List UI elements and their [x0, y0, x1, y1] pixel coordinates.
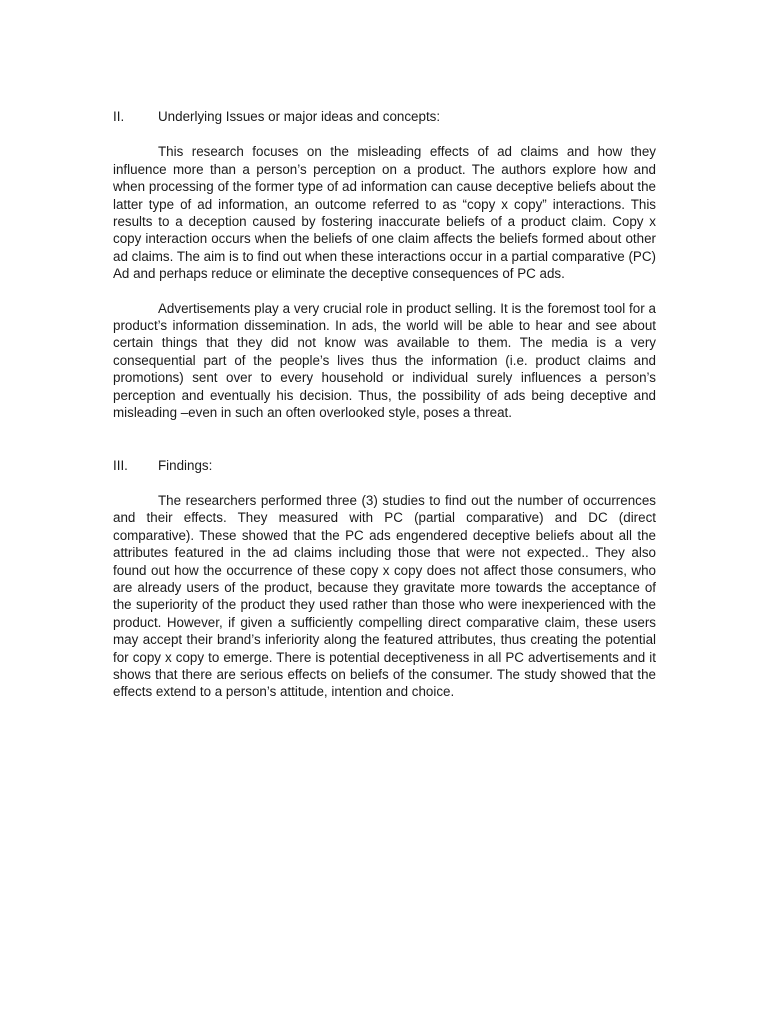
document-body — [113, 108, 656, 701]
section-heading-findings — [113, 457, 656, 474]
section-title: Underlying Issues or major ideas and concepts: — [158, 109, 441, 124]
paragraph-research-focus: This research focuses on the misleading effects of ad claims and how they influence more than a person’s perception on a product. The authors explore how and when processing of the former type of ad information can cause deceptive beliefs about the latter type of ad information, an outcome referred to as “copy x copy” interactions. This results to a deception caused by fostering inaccurate beliefs of a product claim. Copy x copy interaction occurs when the beliefs of one claim affects the beliefs formed about other ad claims. The aim is to find out when these interactions occur in a partial comparative (PC) Ad and perhaps reduce or eliminate the deceptive consequences of PC ads. — [113, 144, 656, 282]
section-heading-underlying-issues — [113, 108, 656, 125]
section-title: Findings: — [158, 457, 213, 473]
paragraph-advertisements-role: Advertisements play a very crucial role in product selling. It is the foremost tool for a product’s information dissemination. In ads, the world will be able to hear and see about certain things that they did not know was available to them. The media is a very consequential part of the people’s lives thus the information (i.e. product claims and promotions) sent over to every household or individual surely influences a person’s perception and eventually his decision. Thus, the possibility of ads being deceptive and misleading –even in such an often overlooked style, poses a threat. — [113, 300, 656, 421]
section-number: II. — [113, 109, 125, 124]
section-number: III. — [113, 457, 128, 473]
paragraph-findings: The researchers performed three (3) studies to find out the number of occurrences and their effects. They measured with PC (partial comparative) and DC (direct comparative). These showed that the PC ads engendered deceptive beliefs about all the attributes featured in the ad claims including those that were not expected.. They also found out how the occurrence of these copy x copy does not affect those consumers, who are already users of the product, because they gravitate more towards the acceptance of the superiority of the product they used rather than those who were inexperienced with the product. However, if given a sufficiently compelling direct comparative claim, these users may accept their brand’s inferiority along the featured attributes, thus creating the potential for copy x copy to emerge. There is potential deceptiveness in all PC advertisements and it shows that there are serious effects on beliefs of the consumer. The study showed that the effects extend to a person’s attitude, intention and choice. — [113, 492, 656, 700]
